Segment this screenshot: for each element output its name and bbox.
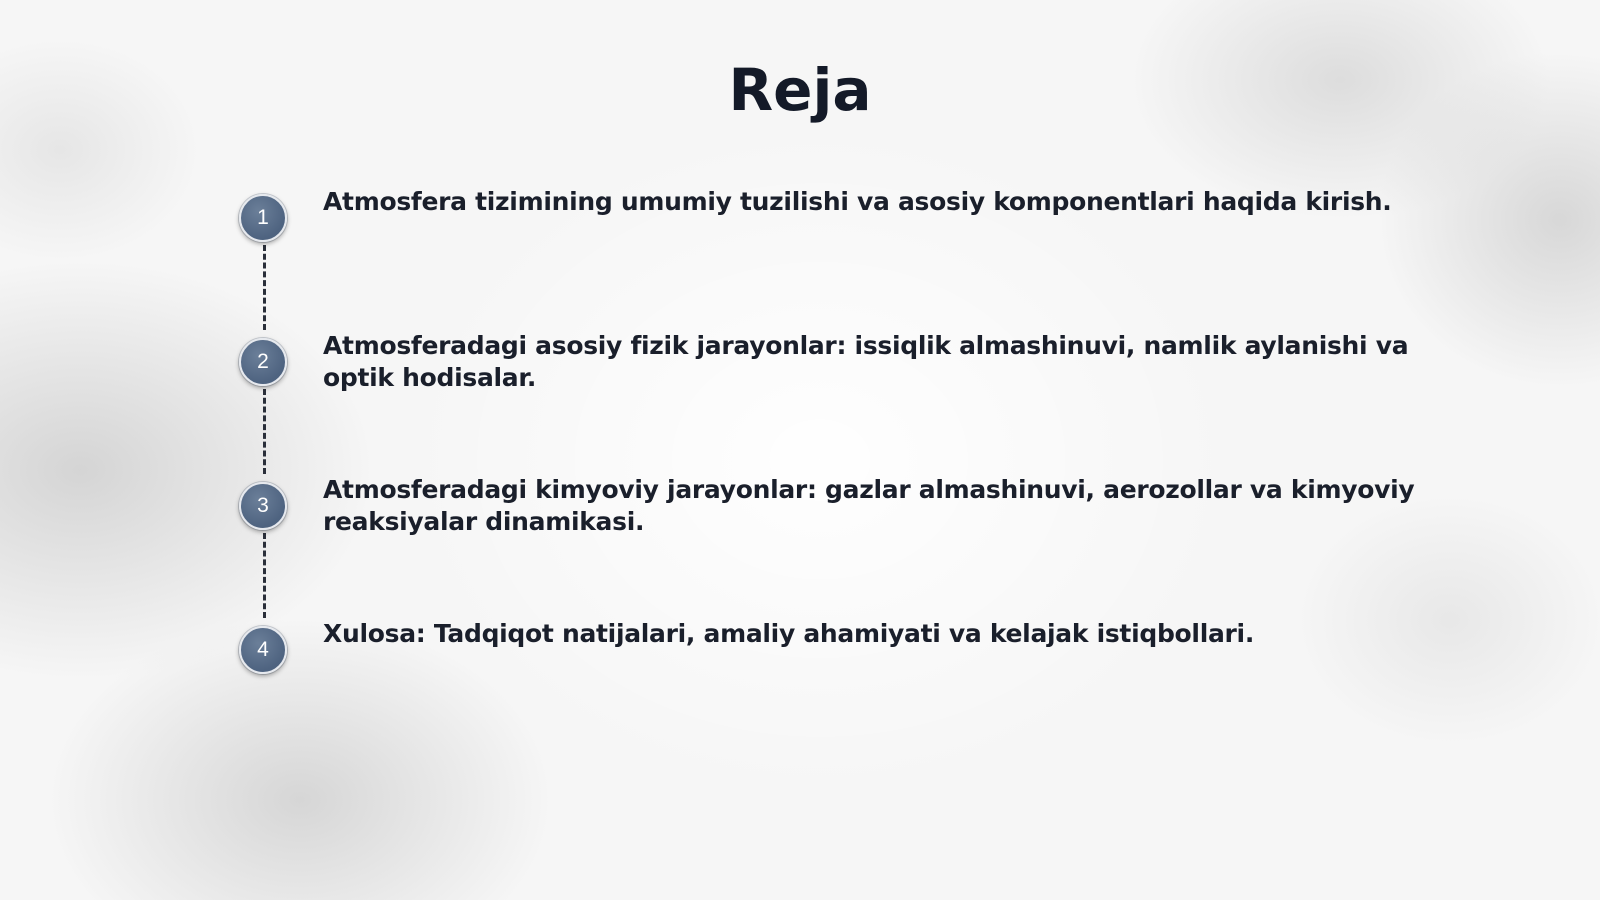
slide-title: Reja [728,56,872,124]
step-marker-1: 1 [239,194,287,242]
agenda-item-1: Atmosfera tizimining umumiy tuzilishi va asosiy komponentlari haqida kirish. [323,187,1392,216]
step-marker-2: 2 [239,338,287,386]
agenda-item-2: Atmosferadagi asosiy fizik jarayonlar: issiqlik almashinuvi, namlik aylanishi va optik hodisalar. [323,331,1409,392]
step-marker-4: 4 [239,626,287,674]
timeline-connector [263,533,266,618]
step-marker-3: 3 [239,482,287,530]
agenda-item-3: Atmosferadagi kimyoviy jarayonlar: gazlar almashinuvi, aerozollar va kimyoviy reaksiyalar dinamikasi. [323,475,1415,536]
timeline-connector [263,389,266,474]
agenda-item-4: Xulosa: Tadqiqot natijalari, amaliy ahamiyati va kelajak istiqbollari. [323,619,1255,648]
timeline-connector [263,245,266,330]
